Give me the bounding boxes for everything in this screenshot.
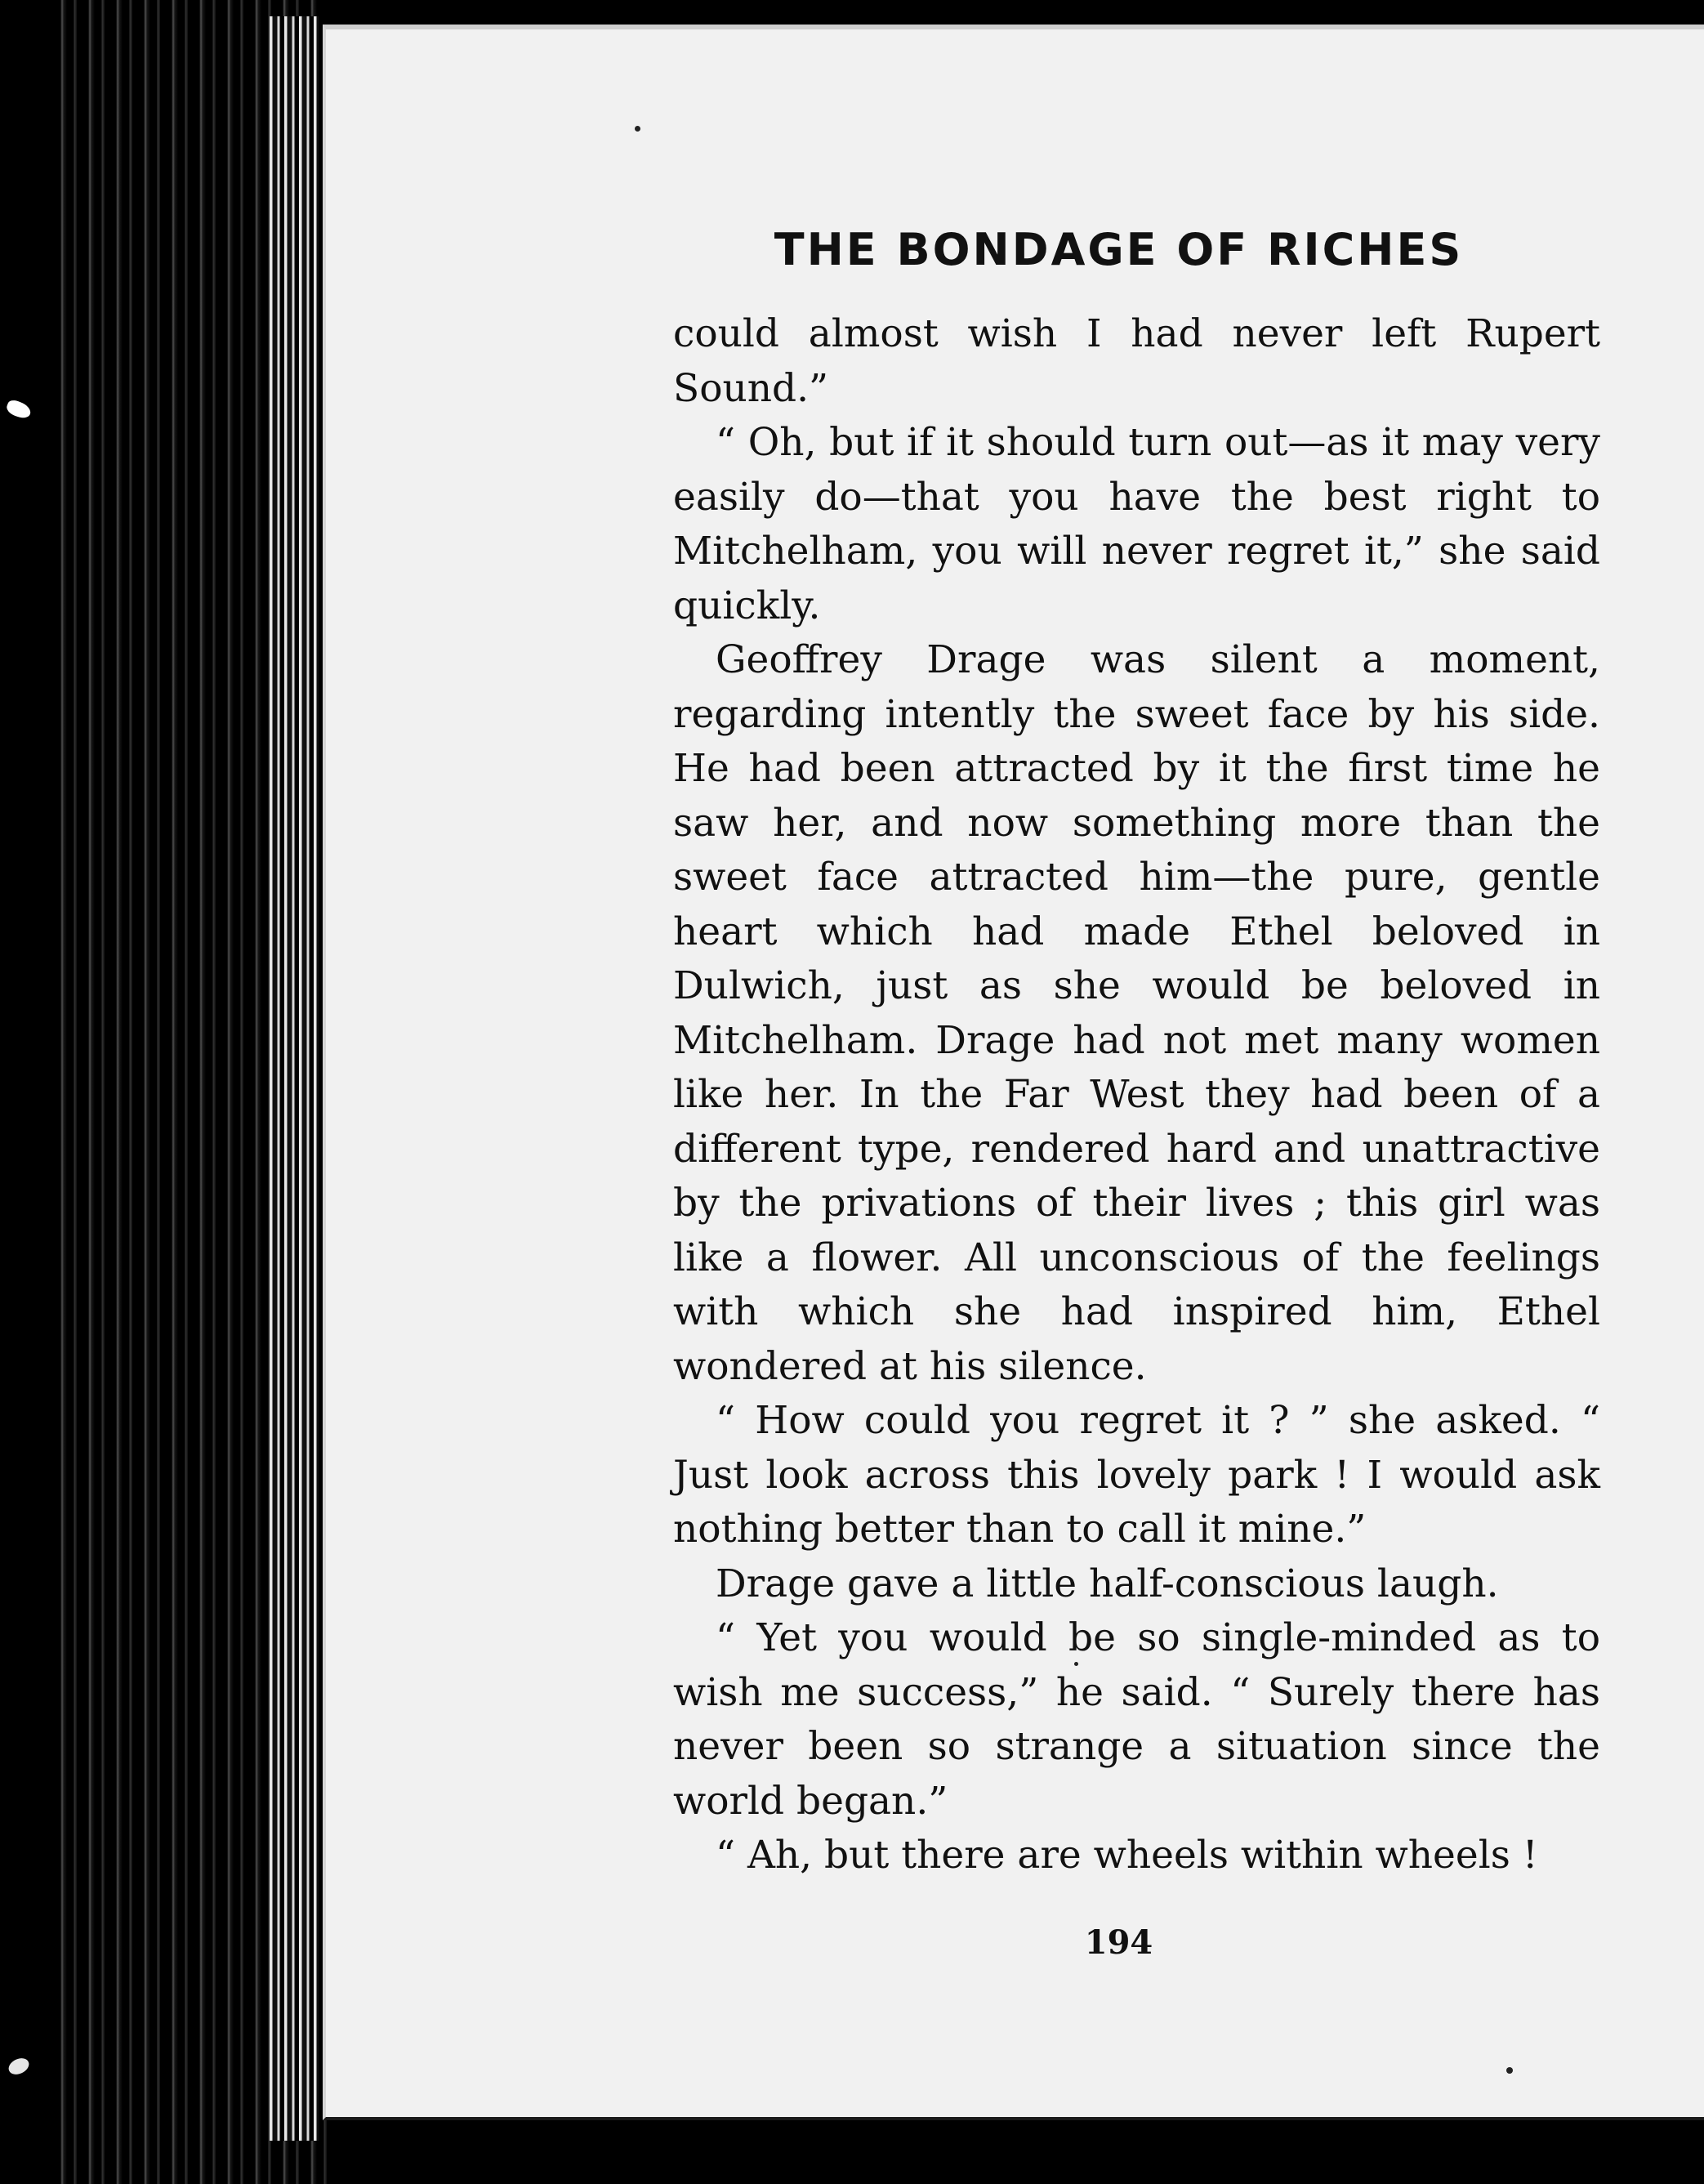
paragraph: “ Oh, but if it should turn out—as it may very easily do—that you have the best right to Mitchelham, you will never regret it,” she said quickly. <box>673 420 1600 628</box>
page-number: 194 <box>1084 1923 1153 1962</box>
top-shadow <box>319 0 1704 28</box>
scan-artifact-mark <box>5 398 33 420</box>
page-edges-inner <box>270 16 319 2141</box>
body-text <box>673 307 1600 1883</box>
book-page <box>323 25 1704 2120</box>
paragraph: could almost wish I had never left Rupert Sound.” <box>673 311 1600 411</box>
paragraph: Geoffrey Drage was silent a moment, regarding intently the sweet face by his side. He had been attracted by it the first time he saw her, and now something more than the sweet face attracted him—the pure, gentle heart which had made Ethel beloved in Dulwich, just as she would be beloved in Mitchelham. Drage had not met many women like her. In the Far West they had been of a different type, rendered hard and unattractive by the privations of their lives ; this girl was like a flower. All unconscious of the feelings with which she had inspired him, Ethel wondered at his silence. <box>673 637 1600 1389</box>
scan-artifact-mark <box>6 2055 31 2077</box>
paragraph: “ Yet you would be so single-minded as to wish me success,” he said. “ Surely there has never been so strange a situation since the world began.” <box>673 1615 1600 1824</box>
paragraph: “ Ah, but there are wheels within wheels ! <box>716 1833 1538 1878</box>
running-head: THE BONDAGE OF RICHES <box>774 224 1464 275</box>
speck <box>635 126 640 132</box>
paragraph: “ How could you regret it ? ” she asked. “ Just look across this lovely park ! I would ask nothing better than to call it mine.” <box>673 1398 1600 1552</box>
paragraph: Drage gave a little half-conscious laugh. <box>716 1561 1499 1606</box>
speck <box>1506 2067 1513 2074</box>
